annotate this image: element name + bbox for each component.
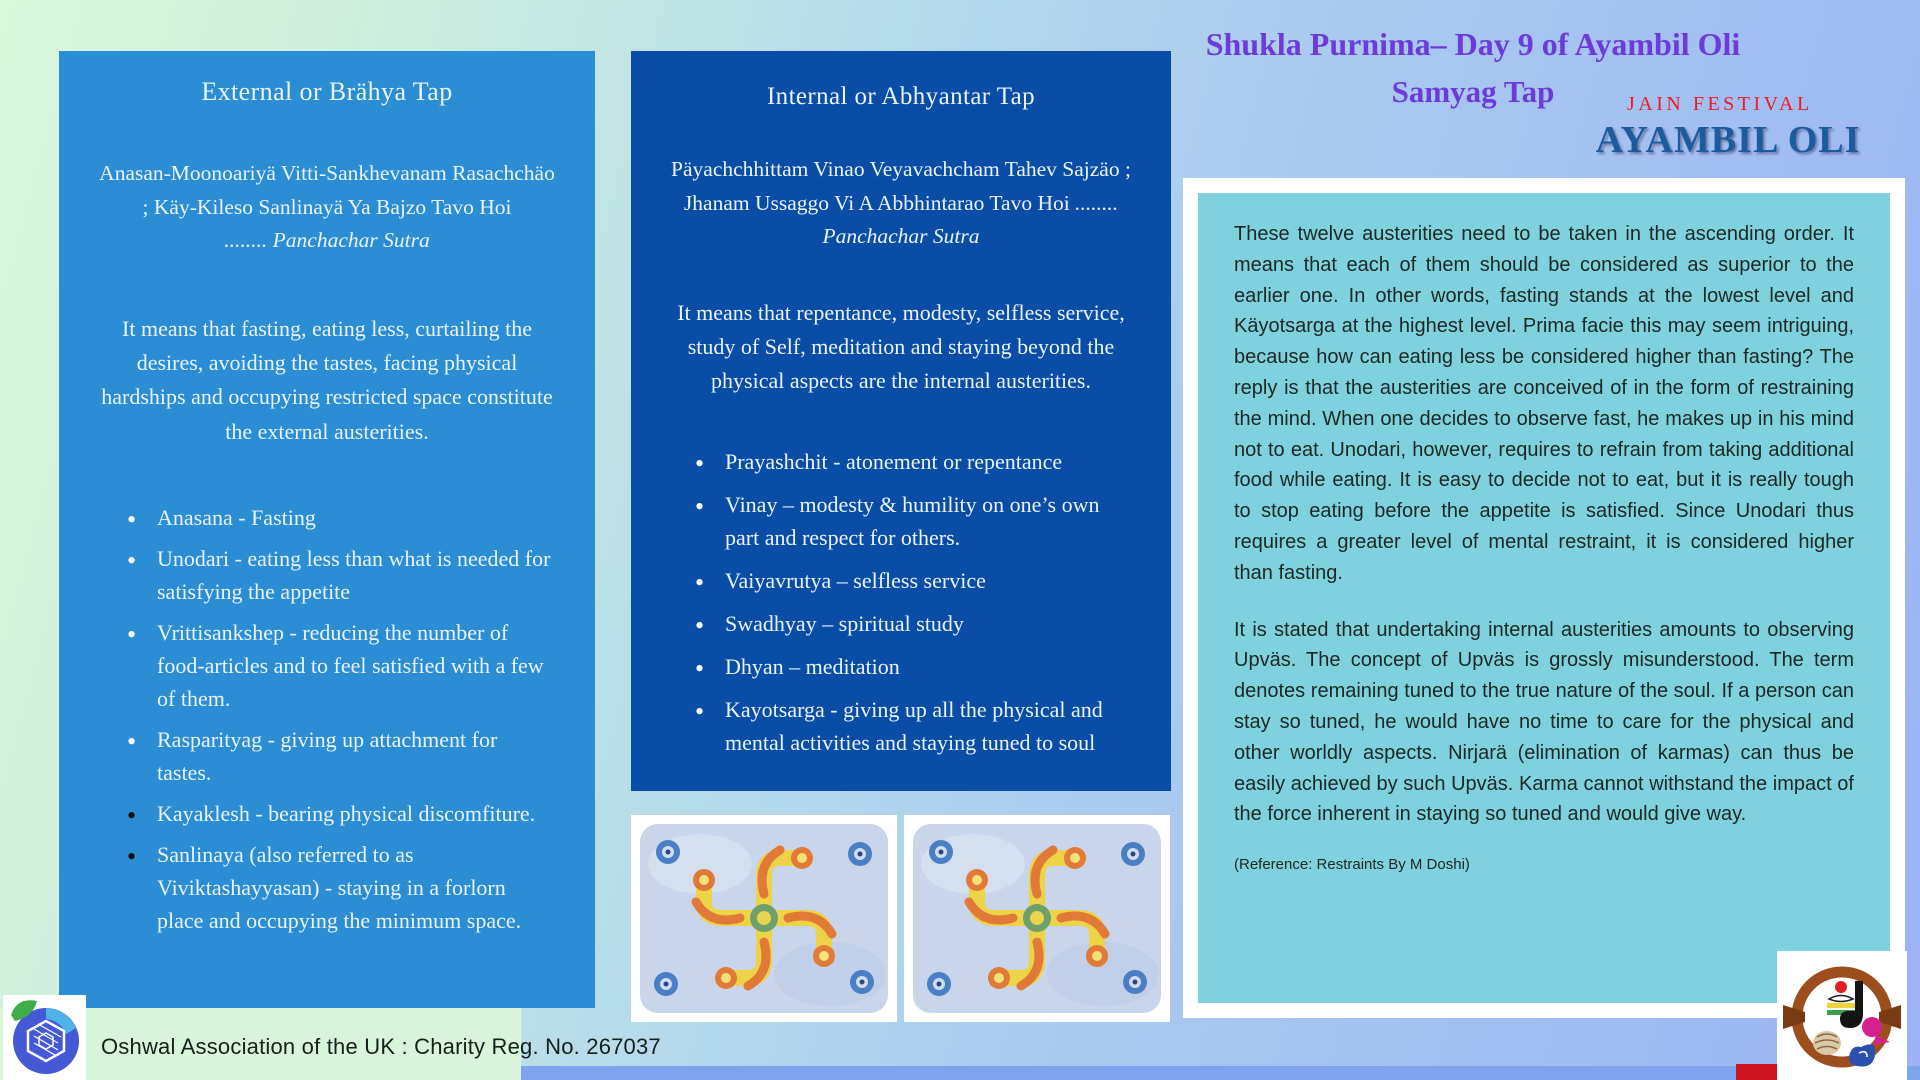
external-tap-title: External or Brähya Tap <box>201 77 453 106</box>
sutra-source: ........ Panchachar Sutra <box>822 190 1119 249</box>
list-item: • Rasparityag - giving up attachment for tastes. <box>125 723 557 789</box>
jain-emblem-image <box>1777 951 1907 1080</box>
header-shukla-purnima: Shukla Purnima– Day 9 of Ayambil Oli <box>1205 26 1741 62</box>
swastika-art-image <box>913 824 1161 1013</box>
bottom-accent-strip <box>521 1066 1920 1080</box>
list-item: • Prayashchit - atonement or repentance <box>693 445 1131 478</box>
austerity-note-frame <box>1183 178 1905 1018</box>
list-item: • Kayotsarga - giving up all the physical and mental activities and staying tuned to soul <box>693 693 1131 759</box>
internal-tap-card <box>631 51 1171 791</box>
external-tap-meaning: It means that fasting, eating less, curtailing the desires, avoiding the tastes, facing physical hardships and occupying restricted space constitute the external austerities. <box>101 315 553 444</box>
list-item: • Kayaklesh - bearing physical discomfiture. <box>125 797 557 830</box>
external-tap-card <box>59 51 595 1008</box>
bottom-red-accent <box>1736 1064 1778 1080</box>
internal-tap-sutra <box>671 153 1131 254</box>
list-item: • Vinay – modesty & humility on one’s own part and respect for others. <box>693 488 1131 554</box>
reference-note: (Reference: Restraints By M Doshi) <box>1234 856 1470 874</box>
internal-tap-title: Internal or Abhyantar Tap <box>766 83 1036 110</box>
austerity-note-paragraph-2: It is stated that undertaking internal austerities amounts to observing Upväs. The concept of Upväs is grossly misunderstood. The term denotes remaining tuned to the true nature of the soul. If a person can stay so tuned, he would have no time to care for the physical and other worldly aspects. Nirjarä (elimination of karmas) can thus be easily achieved by such Upväs. Karma cannot withstand the impact of the force inherent in staying so tuned and would give way. <box>1234 618 1854 826</box>
jain-festival-label: JAIN FESTIVAL <box>1627 93 1813 115</box>
list-item: • Vrittisankshep - reducing the number of food-articles and to feel satisfied with a few of them. <box>125 616 557 715</box>
header-samyag-tap: Samyag Tap <box>1391 74 1555 109</box>
list-item: • Vaiyavrutya – selfless service <box>693 564 1131 597</box>
jain-emblem-box <box>1777 951 1907 1080</box>
swastika-art-image <box>640 824 888 1013</box>
austerity-note-paragraph-1: These twelve austerities need to be taken in the ascending order. It means that each of them should be considered as superior to the earlier one. In other words, fasting stands at the lowest level and Käyotsarga at the highest level. Prima facie this may seem intriguing, because how can eating less be considered higher than fasting? The reply is that the austerities are conceived of in the form of restraining the mind. When one decides to observe fast, he makes up in his mind not to eat. Unodari, however, requires to refrain from taking additional food while eating. It is easy to decide not to eat, but it is really tough to stop eating before the appetite is satisfied. Since Unodari thus requires a greater level of mental restraint, it is considered higher than fasting. <box>1234 223 1854 584</box>
external-tap-bullets <box>97 501 557 937</box>
list-item: • Dhyan – meditation <box>693 650 1131 683</box>
footer-org-text: Oshwal Association of the UK : Charity Reg. No. 267037 <box>101 1034 661 1059</box>
list-item: • Anasana - Fasting <box>125 501 557 534</box>
sutra-text: Anasan-Moonoariyä Vitti-Sankhevanam Rasachchäo ; Käy-Kileso Sanlinayä Ya Bajzo Tavo Hoi <box>99 161 555 219</box>
ayambil-oli-title: AYAMBIL OLI <box>1595 119 1861 161</box>
list-item: • Swadhyay – spiritual study <box>693 607 1131 640</box>
oshwal-logo-image <box>3 995 86 1080</box>
sutra-source: ........ Panchachar Sutra <box>224 228 430 253</box>
list-item: • Sanlinaya (also referred to as Viviktashayyasan) - staying in a forlorn place and occupying the minimum space. <box>125 838 557 937</box>
list-item: • Unodari - eating less than what is needed for satisfying the appetite <box>125 542 557 608</box>
oshwal-logo-box <box>3 995 86 1080</box>
external-tap-sutra <box>97 157 557 258</box>
internal-tap-bullets <box>671 445 1131 759</box>
internal-tap-meaning: It means that repentance, modesty, selfless service, study of Self, meditation and staying beyond the physical aspects are the internal austerities. <box>677 299 1125 394</box>
austerity-note-panel <box>1198 193 1890 1003</box>
sutra-text: Päyachchhittam Vinao Veyavachcham Tahev Sajzäo ; Jhanam Ussaggo Vi A Abbhintarao Tavo Hoi <box>671 157 1131 215</box>
swastika-art-tile <box>904 815 1170 1022</box>
swastika-art-tile <box>631 815 897 1022</box>
